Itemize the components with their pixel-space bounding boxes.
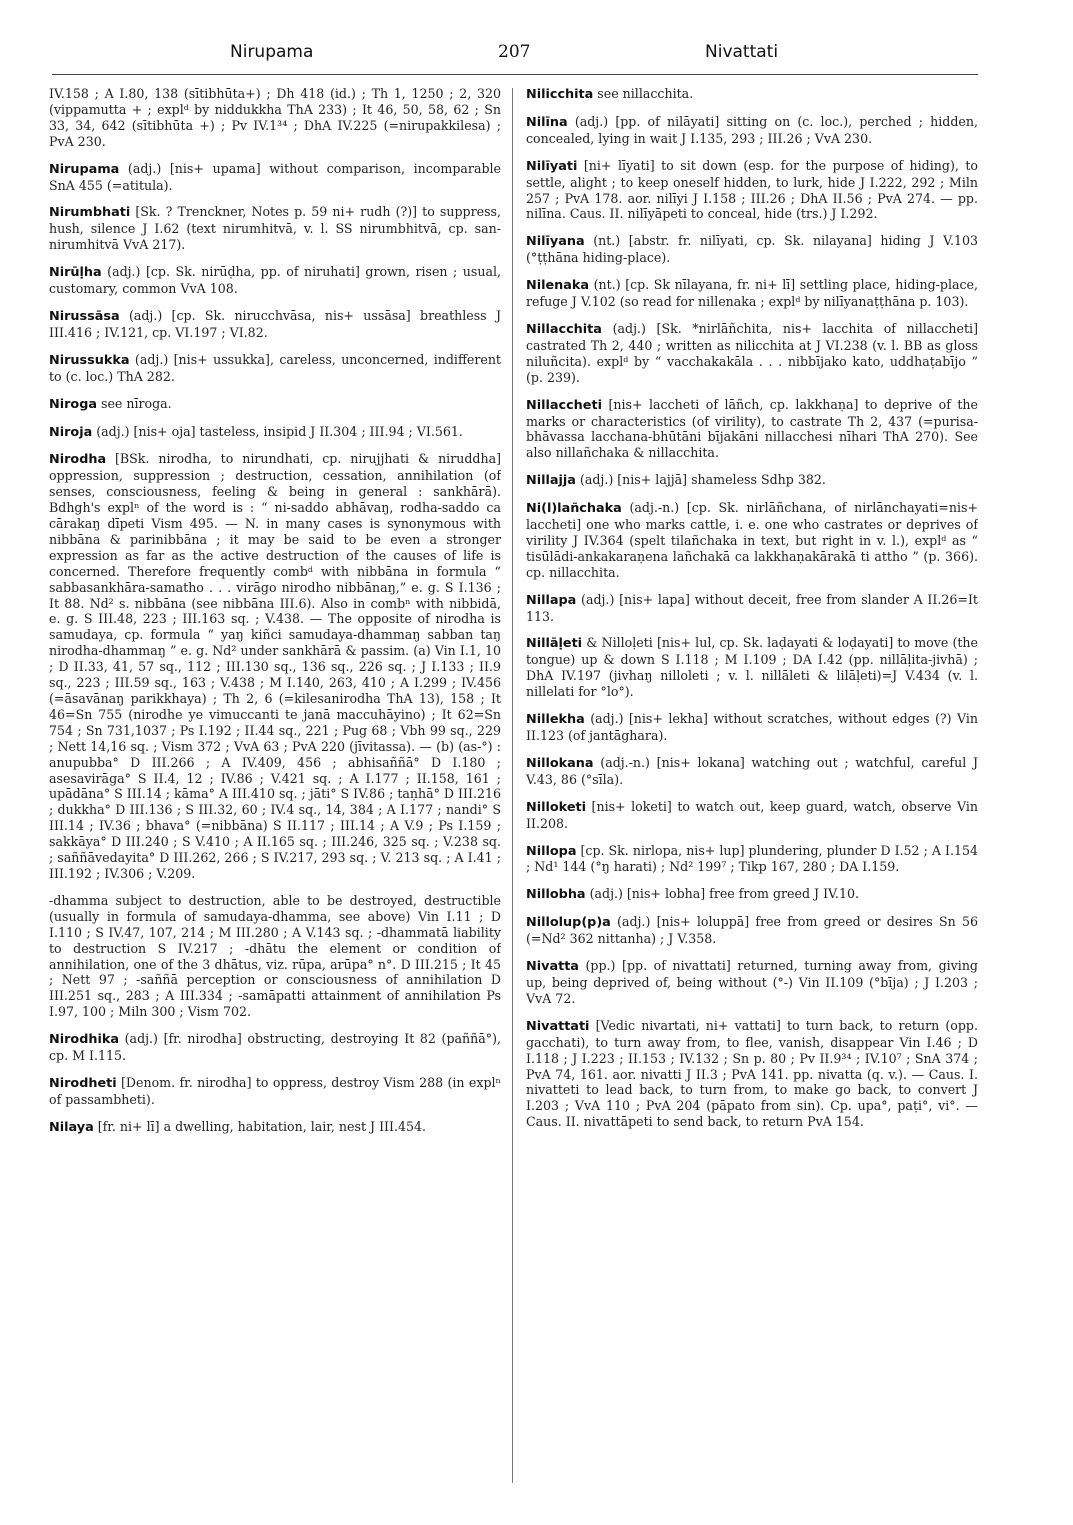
entry-headword: Nilloketi (526, 799, 587, 815)
dictionary-entry (526, 886, 978, 903)
entry-text: (adj.) [cp. Sk. nirūḍha, pp. of niruhati] grown, risen ; usual, customary, common VvA 108. (49, 264, 501, 297)
entry-text: [Sk. ? Trenckner, Notes p. 59 ni+ rudh (?)] to suppress, hush, silence J I.62 (text nirumhitvā, v. l. SS nirumbhitvā, cp. san-nirumhitvā VvA 217). (49, 204, 501, 253)
dictionary-entry (526, 277, 978, 310)
entry-headword: Nillapa (526, 592, 577, 608)
entry-text: [nis+ loketi] to watch out, keep guard, watch, observe Vin II.208. (526, 798, 978, 831)
dictionary-entry (526, 472, 978, 489)
dictionary-entry (49, 161, 501, 194)
entry-text: [Vedic nivartati, ni+ vattati] to turn back, to return (opp. gacchati), to turn away from, to flee, vanish, disappear Vin I.46 ; D I.118 ; J I.223 ; II.153 ; IV.132 ; Sn p. 80 ; Pv II.9³⁴ ; IV.10⁷ ; SnA 374 ; PvA 74, 161. aor. nivatti J II.3 ; PvA 141. pp. nivatta (q. v.). — Caus. I. nivatteti to lead back, to turn from, to make go back, to convert J I.203 ; VvA 110 ; PvA 204 (pāpato from sin). Cp. upa°, paṭi°, vi°. — Caus. II. nivattāpeti to send back, to return PvA 154. (526, 1017, 978, 1130)
entry-headword: Nirodha (49, 452, 107, 468)
entry-text: (adj.) [fr. nirodha] obstructing, destroying It 82 (paññā°), cp. M I.115. (49, 1031, 501, 1064)
entry-headword: Nillopa (526, 843, 577, 859)
dictionary-entry (526, 843, 978, 876)
dictionary-entry (49, 204, 501, 253)
entry-text: see nīroga. (97, 395, 172, 411)
dictionary-entry (526, 711, 978, 744)
dictionary-entry (526, 500, 978, 581)
entry-text: (nt.) [abstr. fr. nilīyati, cp. Sk. nilayana] hiding J V.103 (°ṭṭhāna hiding-place). (526, 233, 978, 266)
entry-headword: Nirumbhati (49, 205, 131, 221)
entry-headword: Nilīyana (526, 234, 585, 250)
entry-text: (adj.) [nis+ loluppā] free from greed or desires Sn 56 (=Nd² 362 nittanha) ; J V.358. (526, 914, 978, 947)
entry-text: (adj.) [nis+ lobha] free from greed J IV.10. (585, 886, 859, 902)
entry-headword: Niroja (49, 424, 93, 440)
entry-text: (adj.) [cp. Sk. nirucchvāsa, nis+ ussāsa] breathless J III.416 ; IV.121, cp. VI.197 ; VI.82. (49, 307, 501, 340)
entry-text: [cp. Sk. nirlopa, nis+ lup] plundering, plunder D I.52 ; A I.154 ; Nd¹ 144 (°ŋ harati) ; Nd² 199⁷ ; Tikp 167, 280 ; DA I.159. (526, 842, 978, 875)
entry-headword: Nillajja (526, 473, 576, 489)
dictionary-entry (526, 635, 978, 700)
dictionary-entry (526, 158, 978, 223)
entry-headword: Nillolup(p)a (526, 915, 611, 931)
entry-headword: Nillobha (526, 887, 586, 903)
entry-text: (nt.) [cp. Sk nīlayana, fr. ni+ lī] settling place, hiding-place, refuge J V.102 (so read for nillenaka ; explᵈ by nilīyanaṭṭhāna p. 103). (526, 277, 978, 310)
entry-text: (adj.-n.) [nis+ lokana] watching out ; watchful, careful J V.43, 86 (°sīla). (526, 754, 978, 787)
dictionary-entry (526, 86, 978, 103)
dictionary-entry (526, 114, 978, 147)
entry-text: [Denom. fr. nirodha] to oppress, destroy Vism 288 (in explⁿ of passambheti). (49, 1074, 501, 1107)
dictionary-entry (526, 397, 978, 462)
entry-text: [fr. ni+ lī] a dwelling, habitation, lair, nest J III.454. (93, 1118, 427, 1134)
entry-headword: Nilenaka (526, 278, 590, 294)
dictionary-entry (49, 451, 501, 881)
entry-text: see nillacchita. (593, 86, 694, 101)
entry-text: (adj.) [Sk. *nirlāñchita, nis+ lacchita of nillaccheti] castrated Th 2, 440 ; written as nilicchita at J VI.238 (v. l. BB as gloss niluñcita). explᵈ by “ vacchakakāla . . . nibbījako kato, uddhaṭabījo ” (p. 239). (526, 320, 978, 385)
entry-headword: Nivatta (526, 959, 579, 975)
entry-text: (adj.) [nis+ lajjā] shameless Sdhp 382. (575, 472, 826, 488)
entry-text: [ni+ līyati] to sit down (esp. for the purpose of hiding), to settle, alight ; to keep oneself hidden, to lurk, hide J I.222, 292 ; Miln 257 ; PvA 178. aor. nilīyi J I.158 ; III.26 ; DhA II.56 ; PvA 274. — pp. nilīna. Caus. II. nilīyāpeti to conceal, hide (trs.) J I.292. (526, 157, 978, 222)
entry-text: -dhamma subject to destruction, able to be destroyed, destructible (usually in formula of samudaya-dhamma, see above) Vin I.11 ; D I.110 ; S IV.47, 107, 214 ; M III.280 ; A V.143 sq. ; -dhammatā liability to destruction S IV.217 ; -dhātu the element or condition of annihilation, one of the 3 dhātus, viz. rūpa, arūpa° n°. D III.215 ; It 45 ; Nett 97 ; -saññā perception or consciousness of annihilation D III.251 sq., 283 ; A III.334 ; -samāpatti attainment of annihilation Ps I.97, 100 ; Miln 300 ; Vism 702. (49, 892, 501, 1020)
dictionary-entry (526, 1018, 978, 1130)
entry-headword: Nirodhika (49, 1032, 120, 1048)
header-right-title: Nivattati (705, 42, 779, 62)
dictionary-entry (49, 1031, 501, 1064)
dictionary-entry (49, 264, 501, 297)
column-divider (512, 88, 513, 1483)
dictionary-entry (49, 86, 501, 150)
dictionary-entry (526, 755, 978, 788)
entry-headword: Nirodheti (49, 1075, 117, 1091)
dictionary-entry (49, 352, 501, 385)
entry-text: [nis+ laccheti of lāñch, cp. lakkhaṇa] to deprive of the marks or characteristics (of virility), to castrate Th 2, 437 (=purisa-bhāvassa lacchana-bhūtāni bījakāni nillacchesi nīhari ThA 270). See also nillañchaka & nillacchita. (526, 396, 978, 461)
entry-headword: Nilīna (526, 114, 568, 130)
entry-text: (adj.-n.) [cp. Sk. nirlāñchana, of nirlānchayati=nis+ laccheti] one who marks cattle, i. e. one who castrates or deprives of virility J IV.364 (spelt tilañchaka in text, but right in v. l.), explᵈ as “ tisūlādi-ankakaraṇena lañchakā ca lakkhaṇakārakā ti attho ” (p. 366). cp. nillacchita. (526, 500, 978, 580)
entry-headword: Nillāḷeti (526, 636, 583, 652)
right-column (526, 86, 978, 1486)
dictionary-entry (526, 799, 978, 832)
dictionary-entry (526, 958, 978, 1007)
entry-text: (adj.) [nis+ upama] without comparison, incomparable SnA 455 (=atitula). (49, 160, 501, 193)
entry-headword: Nirūḷha (49, 265, 102, 281)
left-column (49, 86, 501, 1486)
entry-text: [BSk. nirodha, to nirundhati, cp. nirujjhati & niruddha] oppression, suppression ; destruction, cessation, annihilation (of senses, consciousness, feeling & being in general : sankhārā). Bdhgh's explⁿ of the word is : “ ni-saddo abhāvaŋ, rodha-saddo ca cārakaŋ dīpeti Vism 495. — N. in many cases is synonymous with nibbāna & parinibbāna ; it may be said to be even a stronger expression as far as the active destruction of the causes of life is concerned. Therefore frequently combᵈ with nibbāna in formula “ sabbasankhāra-samatho . . . virāgo nirodho nibbānaŋ,” e. g. S I.136 ; It 88. Nd² s. nibbāna (see nibbāna III.6). Also in combⁿ with nibbidā, e. g. S III.48, 223 ; III.163 sq. ; V.438. — The opposite of nirodha is samudaya, cp. formula “ yaŋ kiñci samudaya-dhammaŋ sabban taŋ nirodha-dhammaŋ ” e. g. Nd² under sankhārā & passim. (a) Vin I.1, 10 ; D II.33, 41, 57 sq., 112 ; III.130 sq., 136 sq., 226 sq. ; J I.133 ; II.9 sq., 223 ; III.59 sq., 163 ; V.438 ; M I.140, 263, 410 ; A I.299 ; IV.456 (=āsavānaŋ parikkhaya) ; Th 2, 6 (=kilesanirodha ThA 13), 158 ; It 46=Sn 755 (nirodhe ye vimuccanti te janā maccuhāyino) ; It 62=Sn 754 ; Sn 731,1037 ; Ps I.192 ; II.44 sq., 221 ; Pug 68 ; Vbh 99 sq., 229 ; Nett 14,16 sq. ; Vism 372 ; VvA 63 ; PvA 220 (jīvitassa). — (b) (as-°) : anupubba° D III.266 ; A IV.409, 456 ; abhisaññā° D I.180 ; asesavirāga° S II.4, 12 ; IV.86 ; V.421 sq. ; A I.177 ; II.158, 161 ; upādāna° S III.14 ; kāma° A III.410 sq. ; jāti° S IV.86 ; taṇhā° D III.216 ; dukkha° D III.136 ; S III.32, 60 ; IV.4 sq., 14, 384 ; A I.177 ; nandi° S III.14 ; IV.36 ; bhava° (=nibbāna) S II.117 ; III.14 ; A V.9 ; Ps I.159 ; sakkāya° D III.240 ; S V.410 ; A II.165 sq. ; III.246, 325 sq. ; V.238 sq. ; saññāvedayita° D III.262, 266 ; S IV.217, 293 sq. ; V. 213 sq. ; A I.41 ; III.192 ; IV.306 ; V.209. (49, 451, 501, 881)
entry-headword: Nivattati (526, 1018, 590, 1034)
dictionary-entry (526, 321, 978, 386)
entry-headword: Ni(l)lañchaka (526, 501, 622, 517)
dictionary-entry (526, 592, 978, 625)
entry-headword: Nillacchita (526, 321, 602, 337)
entry-text: (adj.) [nis+ lapa] without deceit, free from slander A II.26=It 113. (526, 591, 978, 624)
entry-headword: Nilaya (49, 1119, 94, 1135)
entry-headword: Nilīyati (526, 158, 578, 174)
entry-text: (adj.) [pp. of nilāyati] sitting on (c. loc.), perched ; hidden, concealed, lying in wait J I.135, 293 ; III.26 ; VvA 230. (526, 113, 978, 146)
entry-headword: Niroga (49, 396, 97, 412)
entry-text: & Nilloḷeti [nis+ lul, cp. Sk. laḍayati & loḍayati] to move (the tongue) up & down S I.118 ; M I.109 ; DA I.42 (pp. nillāḷita-jivhā) ; DhA IV.197 (jivhaŋ nilloleti ; v. l. nillāleti & lilāḷeti)=J V.434 (v. l. nillelati for °lo°). (526, 635, 978, 700)
dictionary-entry (526, 233, 978, 266)
dictionary-entry (49, 308, 501, 341)
page-header (52, 40, 978, 75)
header-left-title: Nirupama (230, 42, 314, 62)
entry-text: (adj.) [nis+ oja] tasteless, insipid J II.304 ; III.94 ; VI.561. (92, 423, 463, 439)
entry-headword: Nirussāsa (49, 308, 120, 324)
page-number: 207 (498, 42, 531, 62)
entry-headword: Nilicchita (526, 87, 594, 102)
entry-text: (adj.) [nis+ ussukka], careless, unconcerned, indifferent to (c. loc.) ThA 282. (49, 351, 501, 384)
dictionary-entry (49, 396, 501, 413)
entry-headword: Nirussukka (49, 352, 130, 368)
dictionary-entry (49, 424, 501, 441)
entry-headword: Nillekha (526, 712, 585, 728)
entry-headword: Nirupama (49, 161, 120, 177)
dictionary-entry (49, 1119, 501, 1136)
dictionary-entry (49, 1075, 501, 1108)
entry-text: (adj.) [nis+ lekha] without scratches, without edges (?) Vin II.123 (of jantāghara). (526, 711, 978, 743)
entry-headword: Nillaccheti (526, 397, 602, 413)
dictionary-entry (526, 914, 978, 947)
entry-text: (pp.) [pp. of nivattati] returned, turning away from, giving up, being deprived of, being without (°-) Vin II.109 (°bīja) ; J I.203 ; VvA 72. (526, 958, 978, 1006)
entry-text: IV.158 ; A I.80, 138 (sītibhūta+) ; Dh 418 (id.) ; Th 1, 1250 ; 2, 320 (vippamutta + ; explᵈ by niddukkha ThA 233) ; It 46, 50, 58, 62 ; Sn 33, 34, 642 (sītibhūta +) ; Pv IV.1³⁴ ; DhA IV.225 (=nirupakkilesa) ; PvA 230. (49, 86, 501, 149)
dictionary-entry (49, 893, 501, 1020)
entry-headword: Nillokana (526, 755, 594, 771)
